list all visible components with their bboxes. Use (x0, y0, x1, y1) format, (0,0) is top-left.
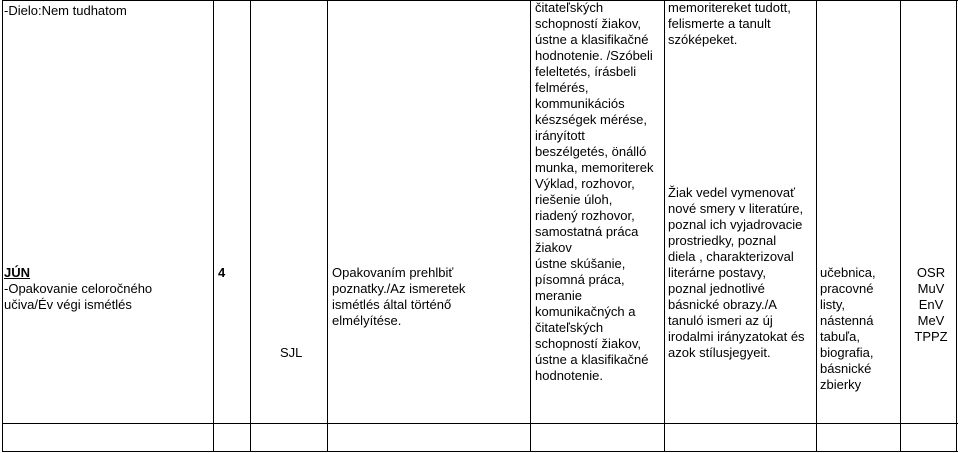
methods-line: písomná práca, (535, 272, 625, 287)
methods-line: riešenie úloh, (535, 192, 613, 207)
col-border-8 (956, 0, 957, 452)
month-line-1: -Opakovanie celoročného (4, 281, 153, 296)
crosscurricular-item: MuV (917, 281, 945, 296)
methods-line: Výklad, rozhovor, (535, 176, 635, 191)
outcomes-line: irodalmi irányzatokat és (668, 329, 805, 344)
topic-line-4: elmélyítése. (332, 313, 402, 328)
resources-line: biografia, (820, 345, 874, 360)
col-border-6 (816, 0, 817, 452)
outcomes-line: szóképeket. (668, 32, 738, 47)
methods-cell (535, 0, 663, 384)
methods-line: hodnotenie. (535, 368, 603, 383)
hours-count: 4 (218, 265, 226, 280)
resources-cell (820, 265, 900, 393)
month-title: JÚN (4, 265, 31, 280)
outcomes-line: prostriedky, poznal (668, 233, 777, 248)
outcomes-line: azok stílusjegyeit. (668, 345, 771, 360)
resources-line: učebnica, (820, 265, 876, 280)
subject-code: SJL (280, 345, 303, 360)
col-border-0 (2, 0, 3, 452)
topic-line-3: ismétlés által történő (332, 297, 452, 312)
topic-line-2: poznatky./Az ismeretek (332, 281, 466, 296)
outcomes-line: básnické obrazy./A (668, 297, 777, 312)
outcomes-line: Žiak vedel vymenovať (668, 185, 795, 200)
outcomes-line: poznal ich vyjadrovacie (668, 217, 803, 232)
resources-line: zbierky (820, 377, 862, 392)
methods-line: beszélgetés, önálló (535, 144, 647, 159)
resources-line: pracovné (820, 281, 874, 296)
methods-line: ústne a klasifikačné (535, 32, 649, 47)
methods-line: schopností žiakov, (535, 16, 641, 31)
month-cell (4, 265, 204, 313)
methods-line: čitateľských (535, 320, 604, 335)
crosscurricular-item: TPPZ (914, 329, 948, 344)
resources-line: básnické (820, 361, 872, 376)
col-border-7 (900, 0, 901, 452)
outcomes-line: memoritereket tudott, (668, 0, 791, 15)
methods-line: schopností žiakov, (535, 336, 641, 351)
outcomes-cell-bottom (668, 185, 813, 361)
outcomes-line: felismerte a tanult (668, 16, 771, 31)
outcomes-line: literárne postavy, (668, 265, 767, 280)
methods-line: felmérés, (535, 80, 589, 95)
crosscurricular-cell (905, 265, 957, 345)
outcomes-line: poznal jednotlivé (668, 281, 765, 296)
crosscurricular-item: EnV (918, 297, 944, 312)
methods-line: munka, memoriterek (535, 160, 654, 175)
month-line-2: učiva/Év végi ismétlés (4, 297, 132, 312)
resources-line: nástenná (820, 313, 874, 328)
col-border-2 (250, 0, 251, 452)
col-border-5 (664, 0, 665, 452)
topic-cell (332, 265, 508, 329)
outcomes-line: diela , charakterizoval (668, 249, 794, 264)
col-border-3 (327, 0, 328, 452)
methods-line: komunikačných a (535, 304, 636, 319)
work-title: -Dielo:Nem tudhatom (4, 3, 127, 18)
methods-line: samostatná práca (535, 224, 639, 239)
methods-line: hodnotenie. /Szóbeli (535, 48, 653, 63)
methods-line: ústne skúšanie, (535, 256, 626, 271)
methods-line: žiakov (535, 240, 572, 255)
resources-line: tabuľa, (820, 329, 860, 344)
row-border-middle (2, 423, 958, 424)
row-border-bottom (2, 451, 958, 452)
methods-line: kommunikációs (535, 96, 625, 111)
methods-line: riadený rozhovor, (535, 208, 635, 223)
crosscurricular-item: OSR (916, 265, 946, 280)
outcomes-cell-top (668, 0, 813, 48)
resources-line: listy, (820, 297, 846, 312)
methods-line: meranie (535, 288, 582, 303)
methods-line: készségek mérése, (535, 112, 647, 127)
methods-line: čitateľských (535, 0, 604, 15)
col-border-1 (213, 0, 214, 452)
methods-line: ústne a klasifikačné (535, 352, 649, 367)
outcomes-line: tanuló ismeri az új (668, 313, 773, 328)
crosscurricular-item: MeV (917, 313, 945, 328)
methods-line: feleltetés, írásbeli (535, 64, 637, 79)
topic-line-1: Opakovaním prehlbiť (332, 265, 454, 280)
outcomes-line: nové smery v literatúre, (668, 201, 804, 216)
col-border-4 (530, 0, 531, 452)
methods-line: irányított (535, 128, 585, 143)
row-border-top (2, 0, 958, 1)
